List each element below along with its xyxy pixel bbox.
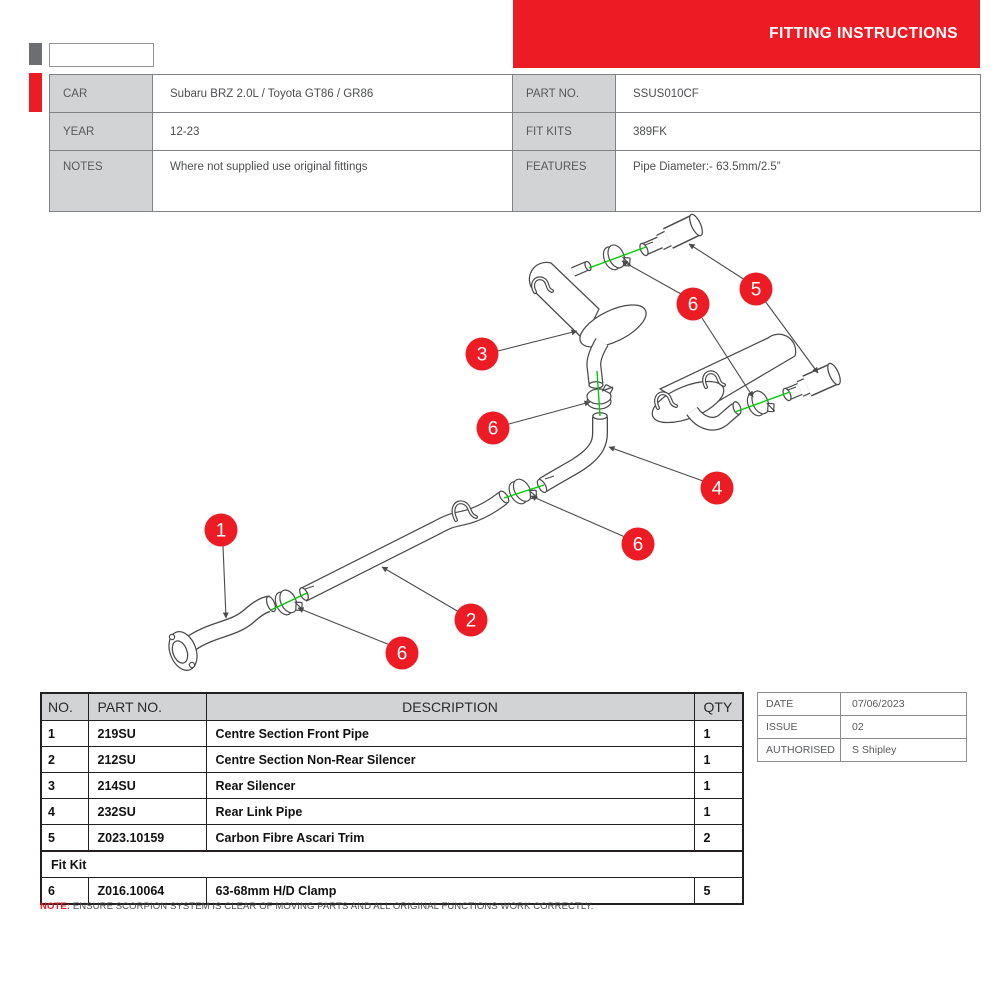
callout-5: [740, 273, 773, 306]
notes-label: NOTES: [50, 151, 153, 212]
cell-qty: 5: [694, 878, 743, 905]
year-value: 12-23: [153, 113, 513, 151]
date-label: DATE: [758, 693, 841, 716]
col-header-part-no: PART NO.: [88, 693, 206, 721]
svg-text:6: 6: [632, 534, 644, 556]
year-label: YEAR: [50, 113, 153, 151]
page-title: FITTING INSTRUCTIONS: [513, 0, 980, 68]
table-row: [41, 773, 743, 799]
centre-section-pipe: [298, 489, 511, 601]
rear-link-pipe: [535, 413, 607, 494]
cell-part-no: 214SU: [88, 773, 206, 799]
fit-kits-label: FIT KITS: [513, 113, 616, 151]
cell-qty: 1: [694, 773, 743, 799]
callout-6-bottom: [386, 637, 419, 670]
cell-description: Rear Link Pipe: [206, 799, 694, 825]
svg-text:5: 5: [750, 279, 762, 301]
cell-part-no: Z016.10064: [88, 878, 206, 905]
table-row: [41, 747, 743, 773]
features-value: Pipe Diameter:- 63.5mm/2.5”: [616, 151, 981, 212]
safety-note: [40, 901, 594, 912]
cell-no: 3: [41, 773, 88, 799]
col-header-qty: QTY: [694, 693, 743, 721]
svg-text:2: 2: [465, 610, 477, 632]
issue-value: 02: [841, 716, 967, 739]
callout-2: [455, 604, 488, 637]
table-row: [758, 693, 967, 716]
rear-silencer-left-box: [529, 261, 652, 389]
cell-qty: 1: [694, 799, 743, 825]
parts-list-table: [40, 692, 744, 905]
cell-description: Centre Section Non-Rear Silencer: [206, 747, 694, 773]
cell-no: 4: [41, 799, 88, 825]
cell-no: 1: [41, 721, 88, 747]
svg-text:3: 3: [476, 344, 488, 366]
cell-part-no: 219SU: [88, 721, 206, 747]
car-label: CAR: [50, 75, 153, 113]
callout-3: [466, 338, 499, 371]
cell-part-no: Z023.10159: [88, 825, 206, 852]
approval-table: [757, 692, 967, 762]
cell-no: 2: [41, 747, 88, 773]
callout-1: [205, 514, 238, 547]
callout-6-mid-left: [477, 412, 510, 445]
svg-text:6: 6: [487, 418, 499, 440]
cell-description: Rear Silencer: [206, 773, 694, 799]
cell-description: Centre Section Front Pipe: [206, 721, 694, 747]
svg-text:6: 6: [396, 643, 408, 665]
car-value: Subaru BRZ 2.0L / Toyota GT86 / GR86: [153, 75, 513, 113]
features-label: FEATURES: [513, 151, 616, 212]
issue-label: ISSUE: [758, 716, 841, 739]
fit-kit-section-row: [41, 851, 743, 878]
cell-qty: 1: [694, 721, 743, 747]
svg-text:1: 1: [215, 520, 227, 542]
cell-qty: 2: [694, 825, 743, 852]
cell-description: 63-68mm H/D Clamp: [206, 878, 694, 905]
note-text: ENSURE SCORPION SYSTEM IS CLEAR OF MOVING PARTS AND ALL ORIGINAL FUNCTIONS WORK CORRECTLY.: [72, 901, 594, 912]
fit-kit-section-label: Fit Kit: [41, 851, 743, 878]
cell-part-no: 212SU: [88, 747, 206, 773]
authorised-value: S Shipley: [841, 739, 967, 762]
part-no-value: SSUS010CF: [616, 75, 981, 113]
exhaust-tip-1: [638, 213, 705, 257]
cell-no: 6: [41, 878, 88, 905]
cell-qty: 1: [694, 747, 743, 773]
date-value: 07/06/2023: [841, 693, 967, 716]
table-row: [41, 721, 743, 747]
front-pipe: [164, 595, 277, 674]
cell-part-no: 232SU: [88, 799, 206, 825]
callout-6-mid-right: [622, 528, 655, 561]
svg-text:4: 4: [711, 478, 723, 500]
callout-6-top: [677, 288, 710, 321]
authorised-label: AUTHORISED: [758, 739, 841, 762]
table-row: [758, 716, 967, 739]
col-header-no: NO.: [41, 693, 88, 721]
svg-text:6: 6: [687, 294, 699, 316]
table-row: [41, 799, 743, 825]
table-row: [758, 739, 967, 762]
cell-description: Carbon Fibre Ascari Trim: [206, 825, 694, 852]
notes-value: Where not supplied use original fittings: [153, 151, 513, 212]
col-header-description: DESCRIPTION: [206, 693, 694, 721]
callout-4: [701, 472, 734, 505]
cell-no: 5: [41, 825, 88, 852]
note-prefix: NOTE:: [40, 901, 71, 912]
fit-kits-value: 389FK: [616, 113, 981, 151]
exhaust-tip-2: [781, 362, 842, 402]
table-row: [41, 825, 743, 852]
parts-table-header: [41, 693, 743, 721]
part-no-label: PART NO.: [513, 75, 616, 113]
